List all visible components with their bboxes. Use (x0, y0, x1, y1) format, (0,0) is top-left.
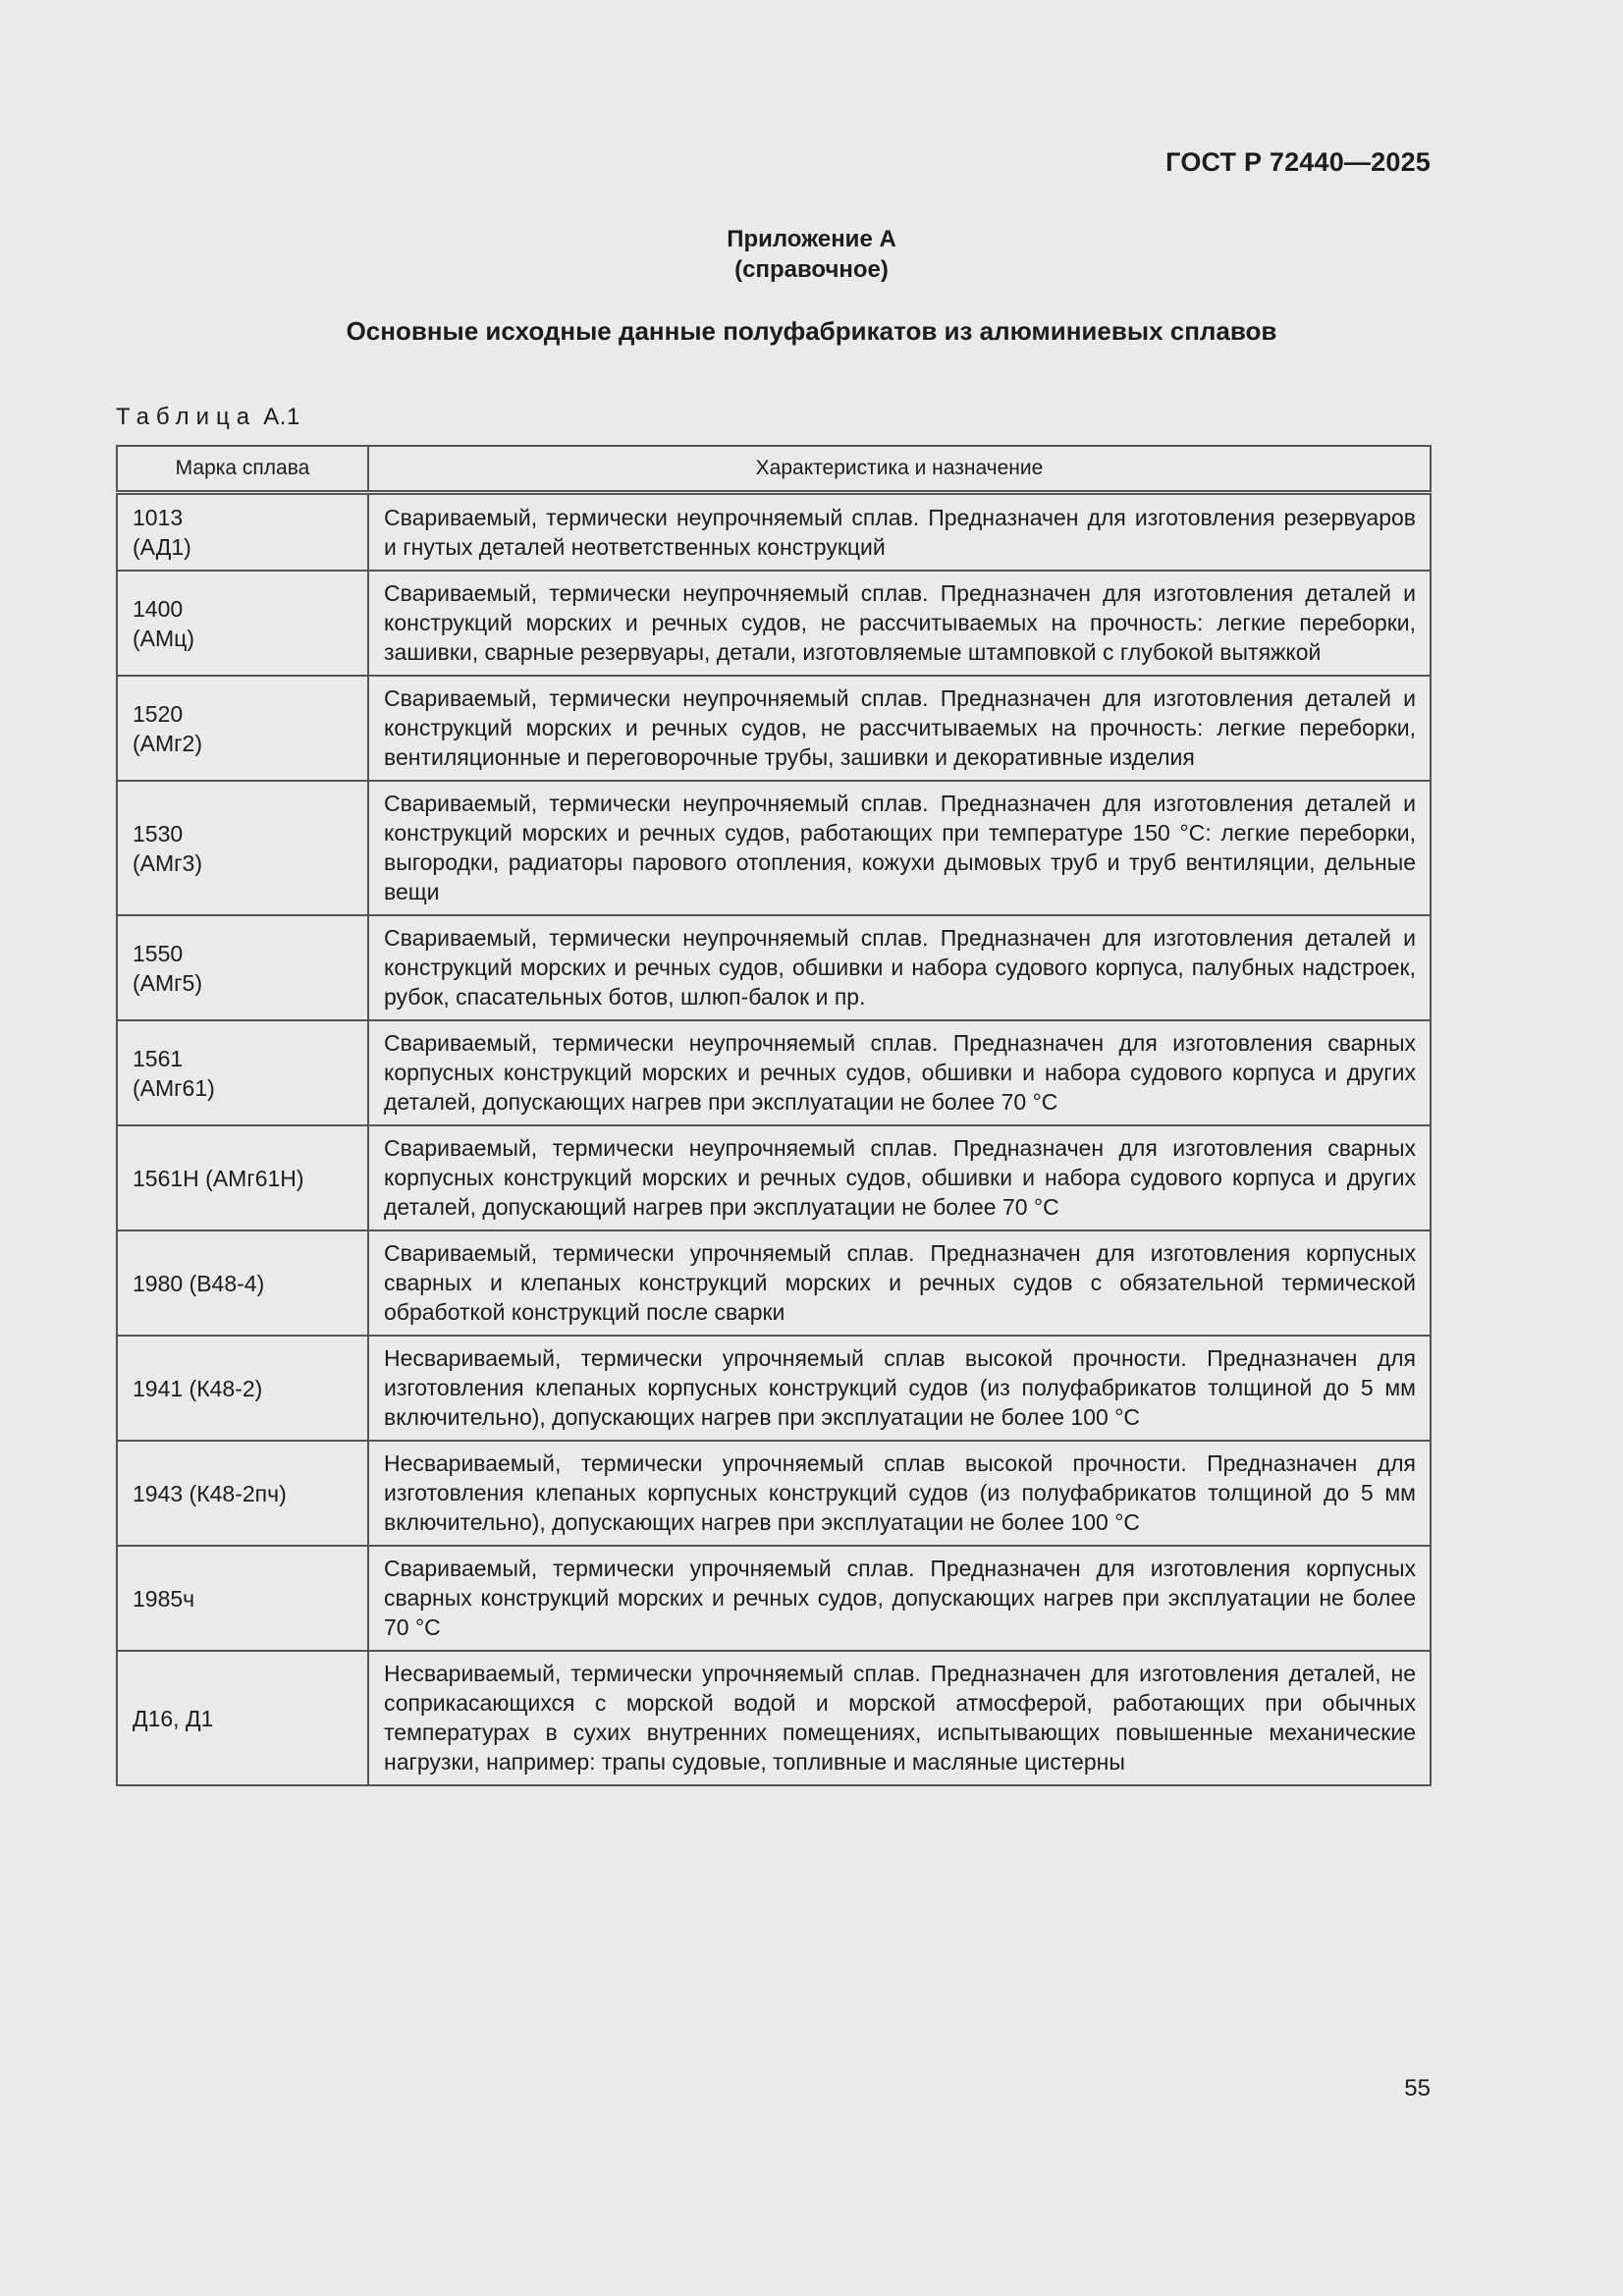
alloy-description: Несвариваемый, термически упрочняемый сплав высокой прочности. Предназначен для изготовления клепаных корпусных конструкций судов (из полуфабрикатов толщиной до 5 мм включительно), допускающих нагрев при эксплуатации не более 100 °С (368, 1336, 1431, 1441)
alloy-grade-cell (117, 1546, 368, 1651)
alloy-grade-cell (117, 1441, 368, 1546)
section-title: Основные исходные данные полуфабрикатов из алюминиевых сплавов (346, 316, 1277, 346)
alloy-description: Свариваемый, термически неупрочняемый сплав. Предназначен для изготовления деталей и конструкций морских и речных судов, работающих при температуре 150 °С: легкие переборки, выгородки, радиаторы парового отопления, кожухи дымовых труб и труб вентиляции, дельные вещи (368, 781, 1431, 915)
alloy-grade-alt: (АМг61) (133, 1074, 215, 1101)
alloy-description: Свариваемый, термически упрочняемый сплав. Предназначен для изготовления корпусных сварных конструкций морских и речных судов, допускающих нагрев при эксплуатации не более 70 °С (368, 1546, 1431, 1651)
alloy-grade-cell (117, 571, 368, 676)
alloy-grade-cell (117, 915, 368, 1020)
table-row (117, 1125, 1431, 1230)
table-row (117, 781, 1431, 915)
alloy-grade: 1013 (133, 505, 184, 530)
appendix-subtitle: (справочное) (734, 256, 889, 283)
appendix-title: Приложение А (727, 226, 896, 252)
alloy-description: Свариваемый, термически неупрочняемый сплав. Предназначен для изготовления резервуаров и гнутых деталей неответственных конструкций (368, 493, 1431, 572)
alloy-grade: 1980 (В48-4) (133, 1270, 265, 1296)
alloy-grade: 1530 (133, 820, 184, 847)
table-row (117, 1020, 1431, 1125)
table-row (117, 1546, 1431, 1651)
table-row (117, 1441, 1431, 1546)
alloy-description: Свариваемый, термически неупрочняемый сплав. Предназначен для изготовления деталей и конструкций морских и речных судов, не рассчитываемых на прочность: легкие переборки, зашивки, сварные резервуары, детали, изготовляемые штамповкой с глубокой вытяжкой (368, 571, 1431, 676)
alloy-description: Несвариваемый, термически упрочняемый сплав высокой прочности. Предназначен для изготовления клепаных корпусных конструкций судов (из полуфабрикатов толщиной до 5 мм включительно), допускающих нагрев при эксплуатации не более 100 °С (368, 1441, 1431, 1546)
table-row (117, 1651, 1431, 1785)
alloy-grade-alt: (АМг2) (133, 730, 202, 756)
alloy-grade-cell (117, 1230, 368, 1336)
table-row (117, 1336, 1431, 1441)
alloy-grade: 1561Н (АМг61Н) (133, 1165, 304, 1191)
table-row (117, 915, 1431, 1020)
alloy-description: Свариваемый, термически упрочняемый сплав. Предназначен для изготовления корпусных сварных и клепаных конструкций морских и речных судов с обязательной термической обработкой конструкций после сварки (368, 1230, 1431, 1336)
table-caption-label: Таблица (116, 404, 257, 430)
alloy-grade: 1943 (К48-2пч) (133, 1480, 287, 1506)
alloy-description: Несвариваемый, термически упрочняемый сплав. Предназначен для изготовления деталей, не соприкасающихся с морской водой и морской атмосферой, работающих при обычных температурах в сухих внутренних помещениях, испытывающих повышенные механические нагрузки, например: трапы судовые, топливные и масляные цистерны (368, 1651, 1431, 1785)
column-header-grade: Марка сплава (117, 446, 368, 493)
alloy-grade: 1520 (133, 700, 184, 727)
page-number: 55 (1404, 2075, 1431, 2102)
appendix-heading (0, 224, 1623, 285)
alloy-grade: Д16, Д1 (133, 1705, 214, 1731)
alloy-description: Свариваемый, термически неупрочняемый сплав. Предназначен для изготовления сварных корпусных конструкций морских и речных судов, обшивки и набора судового корпуса и других деталей, допускающий нагрев при эксплуатации не более 70 °С (368, 1125, 1431, 1230)
alloy-description: Свариваемый, термически неупрочняемый сплав. Предназначен для изготовления сварных корпусных конструкций морских и речных судов, обшивки и набора судового корпуса и других деталей, допускающих нагрев при эксплуатации не более 70 °С (368, 1020, 1431, 1125)
alloy-grade-cell (117, 493, 368, 572)
column-header-description: Характеристика и назначение (368, 446, 1431, 493)
alloy-grade: 1985ч (133, 1585, 195, 1612)
table-row (117, 493, 1431, 572)
table-row (117, 571, 1431, 676)
alloy-grade-cell (117, 1020, 368, 1125)
document-code: ГОСТ Р 72440—2025 (1165, 147, 1431, 177)
alloy-grade-cell (117, 1336, 368, 1441)
table-row (117, 676, 1431, 781)
alloy-grade-cell (117, 676, 368, 781)
alloy-description: Свариваемый, термически неупрочняемый сплав. Предназначен для изготовления деталей и конструкций морских и речных судов, не рассчитываемых на прочность: легкие переборки, вентиляционные и переговорочные трубы, зашивки и декоративные изделия (368, 676, 1431, 781)
alloy-grade-cell (117, 1125, 368, 1230)
alloy-grade-alt: (АМц) (133, 625, 194, 651)
alloy-grade: 1550 (133, 940, 184, 966)
table-caption (116, 404, 300, 431)
alloy-grade: 1561 (133, 1045, 184, 1071)
alloy-grade-alt: (АМг3) (133, 849, 202, 876)
alloy-grade: 1941 (К48-2) (133, 1375, 263, 1401)
table-caption-number: А.1 (263, 404, 300, 430)
alloy-description: Свариваемый, термически неупрочняемый сплав. Предназначен для изготовления деталей и конструкций морских и речных судов, обшивки и набора судового корпуса, палубных надстроек, рубок, спасательных ботов, шлюп-балок и пр. (368, 915, 1431, 1020)
alloy-grade-cell (117, 1651, 368, 1785)
alloy-grade-alt: (АД1) (133, 534, 191, 560)
alloy-table (116, 445, 1432, 1786)
alloy-grade-cell (117, 781, 368, 915)
table-body (117, 493, 1431, 1786)
alloy-grade-alt: (АМг5) (133, 969, 202, 996)
table-row (117, 1230, 1431, 1336)
alloy-grade: 1400 (133, 595, 184, 622)
table-header-row (117, 446, 1431, 493)
